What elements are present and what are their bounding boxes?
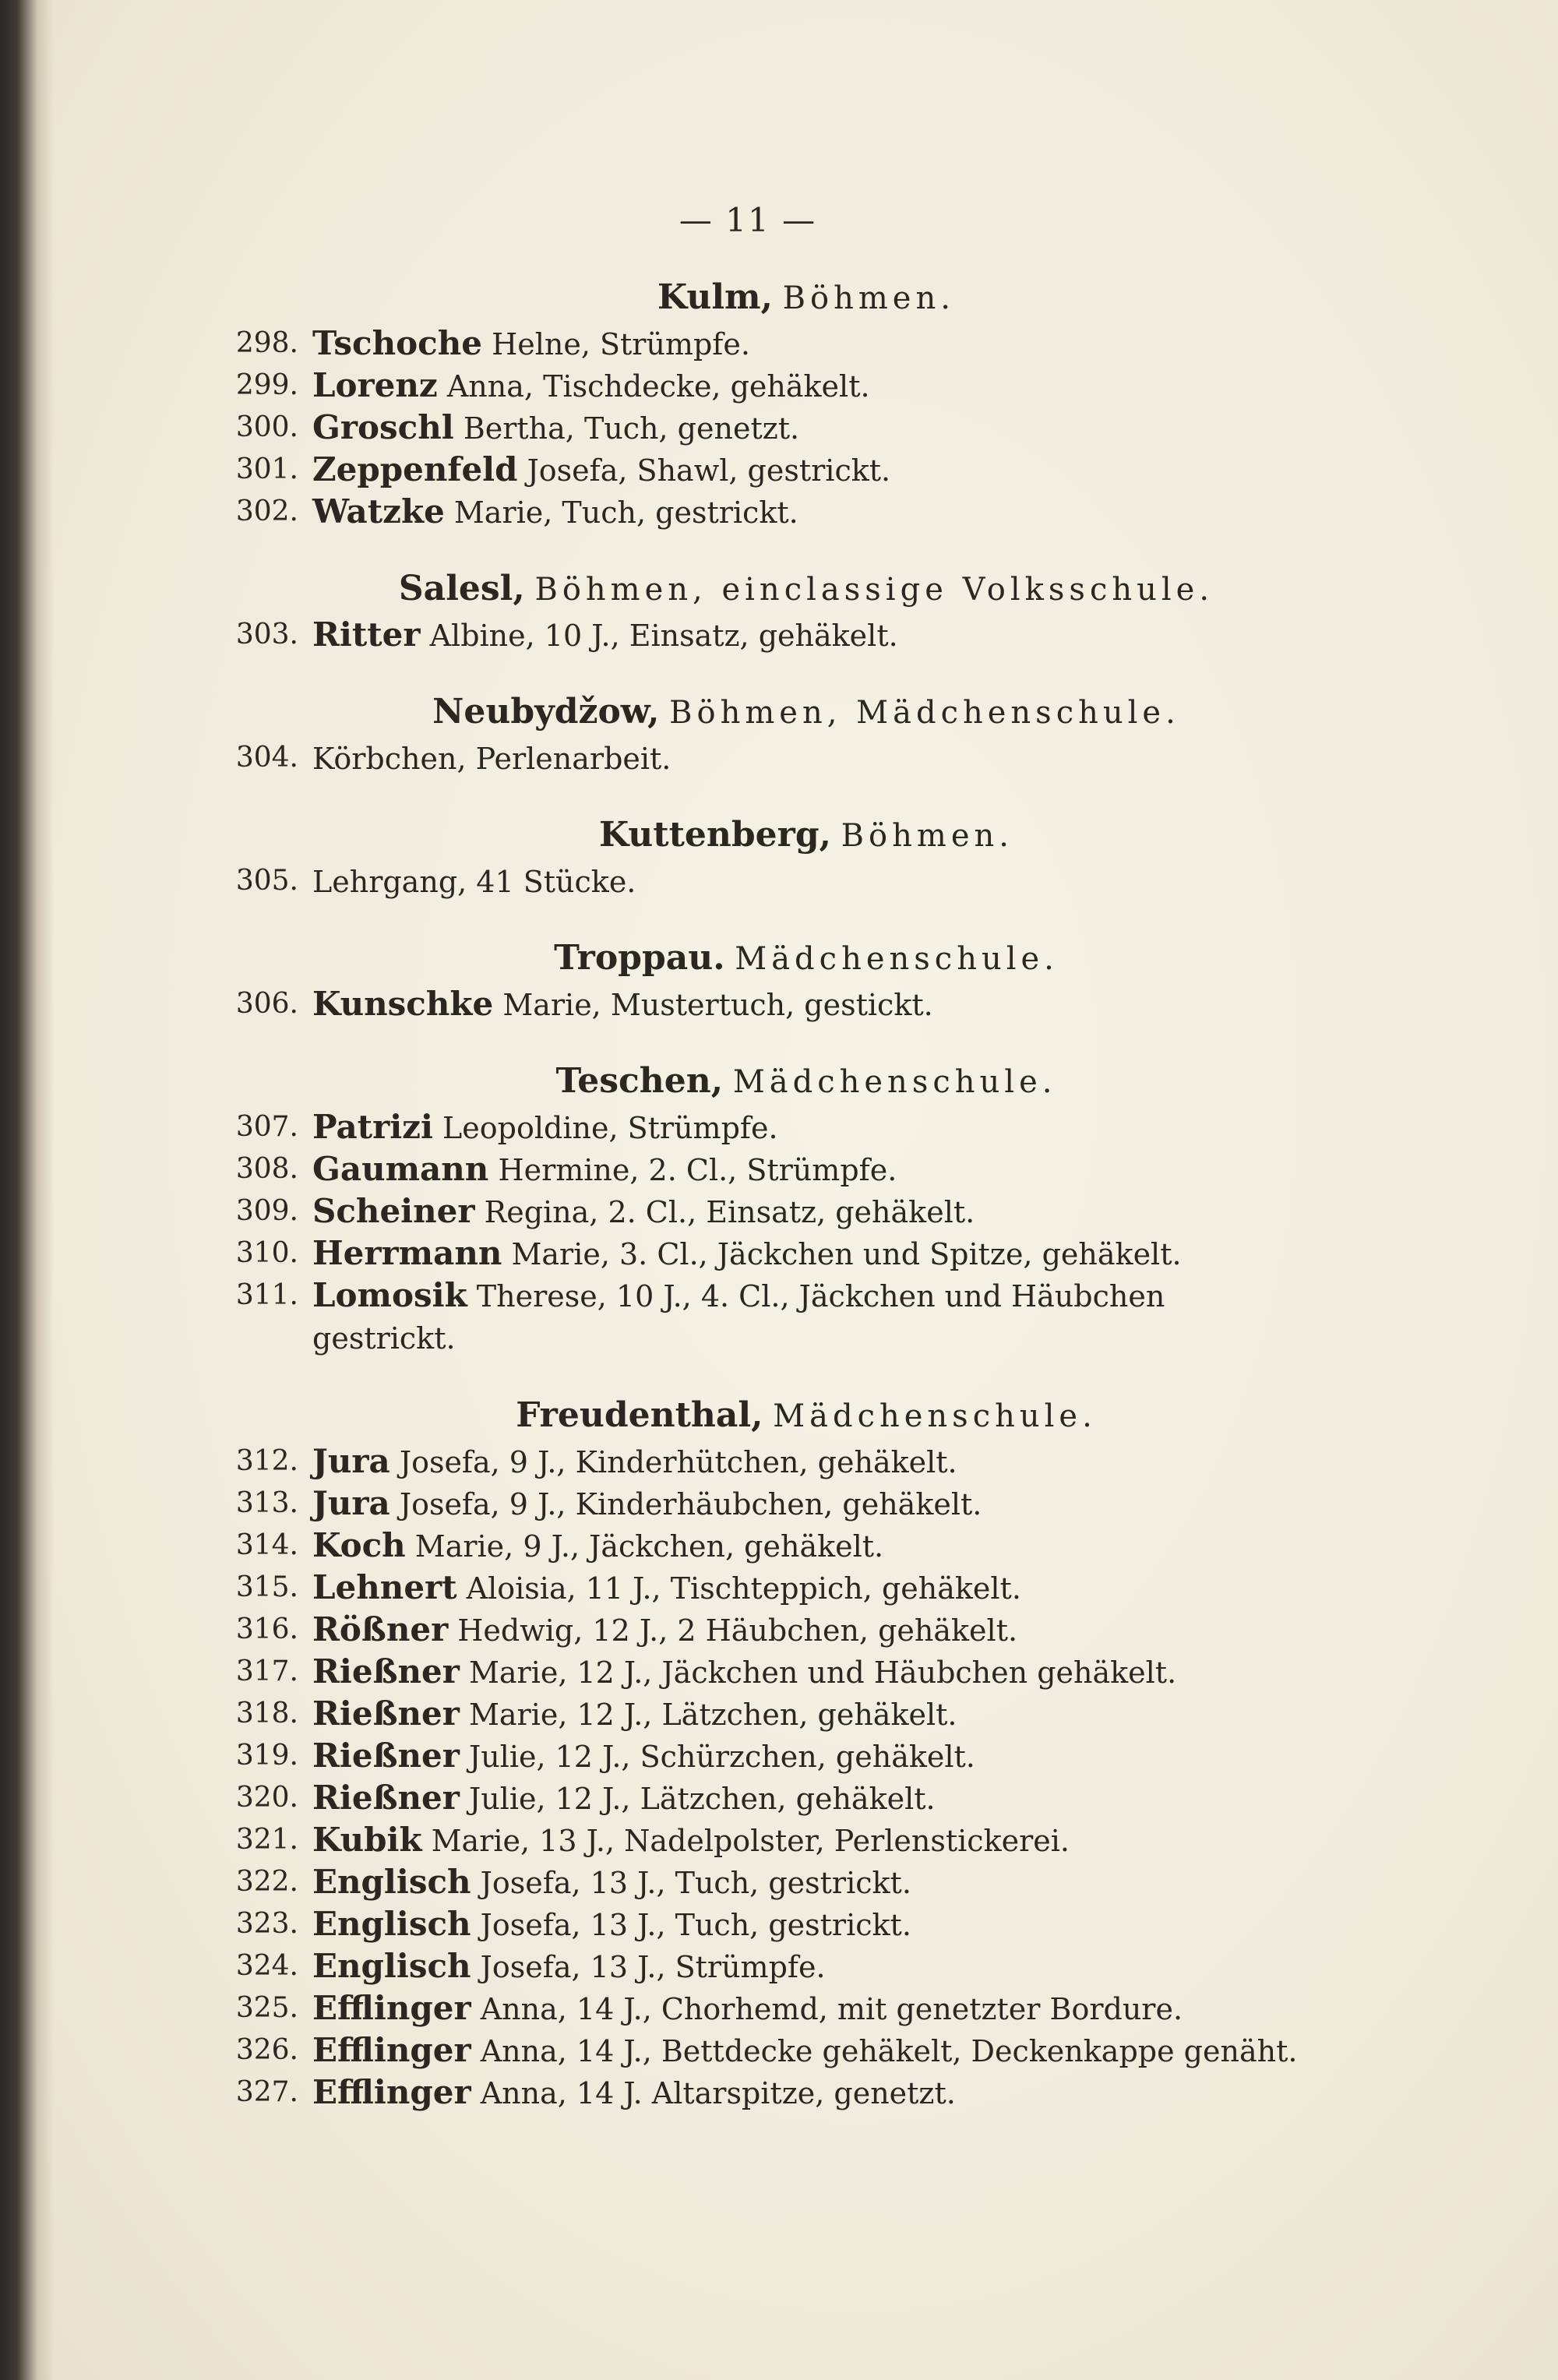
- entry-details: Julie, 12 J., Lätzchen, gehäkelt.: [459, 1782, 936, 1816]
- entry-number: 321.: [235, 1824, 298, 1856]
- entry-text: [312, 1861, 1289, 1903]
- entry-surname: Groschl: [312, 408, 454, 446]
- list-item: [199, 614, 1289, 656]
- list-item: [199, 365, 1289, 407]
- entry-surname: Herrmann: [312, 1234, 502, 1272]
- entry-text: [312, 2029, 1297, 2071]
- entry-text: [312, 2071, 1289, 2114]
- entry-number: 318.: [235, 1698, 298, 1729]
- entry-number: 300.: [235, 411, 298, 443]
- list-item: [199, 449, 1289, 491]
- list-item: [199, 1190, 1289, 1232]
- entry-surname: Koch: [312, 1526, 406, 1564]
- entry-details: Marie, 9 J., Jäckchen, gehäkelt.: [405, 1529, 884, 1564]
- entry-number: 306.: [235, 988, 298, 1020]
- entry-number: 319.: [235, 1740, 298, 1772]
- list-item: [199, 737, 1289, 779]
- entry-number: 317.: [235, 1655, 298, 1687]
- entry-text: [312, 983, 1289, 1025]
- entry-details: Josefa, 9 J., Kinderhäubchen, gehäkelt.: [390, 1487, 982, 1521]
- entry-number: 325.: [235, 1992, 298, 2024]
- entry-surname: Lehnert: [312, 1568, 457, 1606]
- section-freudenthal: [199, 1391, 1298, 2114]
- place-name: Salesl,: [398, 569, 525, 608]
- list-item: [199, 1735, 1289, 1777]
- entry-number: 309.: [235, 1195, 298, 1227]
- entry-number: 326.: [235, 2034, 298, 2066]
- entry-text: [312, 1609, 1289, 1651]
- entry-surname: Kubik: [312, 1821, 422, 1859]
- entry-surname: Efflinger: [312, 2073, 471, 2111]
- entry-details: Marie, 12 J., Lätzchen, gehäkelt.: [459, 1698, 957, 1732]
- list-item: [199, 1567, 1289, 1609]
- entry-number: 310.: [235, 1237, 298, 1269]
- entry-text: [312, 1651, 1289, 1693]
- entry-surname: Kunschke: [312, 985, 494, 1023]
- entry-number: 313.: [235, 1487, 298, 1519]
- entry-surname: Zeppenfeld: [312, 450, 518, 488]
- catalogue-list: [199, 273, 1298, 2114]
- entry-text: [312, 407, 1289, 449]
- entry-details: Marie, Tuch, gestrickt.: [444, 495, 798, 530]
- entry-surname: Englisch: [312, 1947, 471, 1985]
- entry-details: Anna, 14 J., Bettdecke gehäkelt, Deckenkappe genäht.: [471, 2034, 1298, 2068]
- binding-edge-shadow: [0, 0, 55, 2380]
- place-name: Neubydžow,: [432, 692, 660, 732]
- entry-surname: Jura: [312, 1484, 390, 1522]
- entry-details: Anna, 14 J., Chorhemd, mit genetzter Bordure.: [471, 1992, 1183, 2026]
- entry-details: Leopoldine, Strümpfe.: [432, 1111, 778, 1145]
- list-item: [199, 1693, 1289, 1735]
- list-item: [199, 860, 1289, 902]
- list-item: [199, 1777, 1289, 1819]
- entry-number: 298.: [235, 327, 298, 359]
- region-label: Böhmen, einclassige Volksschule.: [534, 572, 1214, 608]
- entry-details: Josefa, 13 J., Tuch, gestrickt.: [471, 1908, 911, 1942]
- entry-number: 311.: [235, 1279, 298, 1311]
- entry-details: Josefa, 13 J., Tuch, gestrickt.: [471, 1866, 911, 1900]
- entry-number: 324.: [235, 1950, 298, 1982]
- list-item: [199, 1819, 1289, 1861]
- place-name: Kuttenberg,: [599, 815, 831, 855]
- entry-surname: Rößner: [312, 1610, 449, 1648]
- entry-text: [312, 323, 1289, 365]
- list-item: [199, 1275, 1289, 1359]
- entry-text: [312, 365, 1289, 407]
- entry-text: [312, 1903, 1289, 1945]
- region-label: Mädchenschule.: [773, 1398, 1097, 1434]
- entry-surname: Efflinger: [312, 1989, 471, 2027]
- list-item: [199, 1232, 1289, 1275]
- entry-surname: Watzke: [312, 492, 445, 531]
- list-item: [199, 1651, 1289, 1693]
- entry-text: [312, 1525, 1289, 1567]
- entry-number: 302.: [235, 495, 298, 527]
- entry-number: 308.: [235, 1153, 298, 1185]
- list-item: [199, 1861, 1289, 1903]
- entry-details: Anna, Tischdecke, gehäkelt.: [437, 369, 870, 404]
- entry-number: 315.: [235, 1571, 298, 1603]
- section-heading: [323, 273, 1289, 323]
- entry-details: Josefa, Shawl, gestrickt.: [517, 453, 891, 488]
- section-neubydzow: [199, 687, 1289, 779]
- list-item: [199, 407, 1289, 449]
- entry-details: Marie, 13 J., Nadelpolster, Perlenstickerei.: [421, 1824, 1070, 1858]
- section-salesl: [199, 564, 1289, 656]
- entry-details: Marie, 12 J., Jäckchen und Häubchen gehäkelt.: [459, 1655, 1177, 1690]
- list-item: [199, 1106, 1289, 1148]
- list-item: [199, 1903, 1289, 1945]
- entry-surname: Rießner: [312, 1652, 460, 1691]
- list-item: [199, 1609, 1289, 1651]
- entry-details: Lehrgang, 41 Stücke.: [312, 865, 636, 899]
- entry-surname: Ritter: [312, 615, 421, 654]
- entry-details: Regina, 2. Cl., Einsatz, gehäkelt.: [474, 1195, 975, 1229]
- entry-details: Julie, 12 J., Schürzchen, gehäkelt.: [459, 1740, 975, 1774]
- entry-text: [312, 1106, 1289, 1148]
- entry-number: 299.: [235, 369, 298, 401]
- entry-number: 314.: [235, 1529, 298, 1561]
- entry-number: 320.: [235, 1782, 298, 1814]
- entry-details: Josefa, 13 J., Strümpfe.: [471, 1950, 826, 1984]
- entry-surname: Rießner: [312, 1737, 460, 1775]
- entry-number: 327.: [235, 2076, 298, 2108]
- entry-text: [312, 1190, 1289, 1232]
- entry-text: [312, 1275, 1289, 1359]
- entry-surname: Gaumann: [312, 1150, 489, 1188]
- entry-number: 323.: [235, 1908, 298, 1940]
- section-troppau: [199, 933, 1289, 1025]
- section-heading: [323, 1391, 1289, 1440]
- region-label: Mädchenschule.: [735, 941, 1059, 977]
- entry-surname: Lorenz: [312, 366, 438, 404]
- entry-details: Helne, Strümpfe.: [482, 327, 750, 361]
- entry-text: [312, 1735, 1289, 1777]
- place-name: Kulm,: [657, 277, 773, 317]
- list-item: [199, 1148, 1289, 1190]
- entry-number: 304.: [235, 742, 298, 774]
- entry-text: [312, 449, 1289, 491]
- entry-text: [312, 737, 1289, 779]
- entry-text: [312, 1819, 1289, 1861]
- entry-surname: Scheiner: [312, 1192, 475, 1230]
- section-heading: [323, 810, 1289, 860]
- list-item: [199, 1987, 1289, 2029]
- list-item: [199, 1525, 1289, 1567]
- section-heading: [323, 564, 1289, 614]
- entry-surname: Rießner: [312, 1694, 460, 1733]
- entry-number: 312.: [235, 1445, 298, 1477]
- region-label: Böhmen, Mädchenschule.: [669, 695, 1180, 731]
- entry-number: 316.: [235, 1613, 298, 1645]
- list-item: [199, 2071, 1289, 2114]
- section-heading: [323, 1056, 1289, 1106]
- place-name: Teschen,: [555, 1061, 724, 1101]
- entry-surname: Efflinger: [312, 2031, 471, 2069]
- entry-surname: Rießner: [312, 1779, 460, 1817]
- section-heading: [323, 933, 1289, 983]
- region-label: Böhmen.: [782, 280, 955, 316]
- entry-number: 307.: [235, 1111, 298, 1143]
- entry-details: Körbchen, Perlenarbeit.: [312, 742, 671, 776]
- entry-number: 322.: [235, 1866, 298, 1898]
- entry-text: [312, 860, 1289, 902]
- entry-number: 301.: [235, 453, 298, 485]
- entry-details: Therese, 10 J., 4. Cl., Jäckchen und Häubchen gestrickt.: [312, 1279, 1165, 1356]
- entry-text: [312, 1232, 1289, 1275]
- list-item: [199, 2029, 1298, 2071]
- entry-details: Bertha, Tuch, genetzt.: [453, 411, 800, 446]
- entry-text: [312, 1945, 1289, 1987]
- list-item: [199, 491, 1289, 533]
- section-kuttenberg: [199, 810, 1289, 902]
- entry-details: Albine, 10 J., Einsatz, gehäkelt.: [420, 619, 898, 653]
- region-label: Böhmen.: [841, 818, 1013, 854]
- section-teschen: [199, 1056, 1289, 1359]
- page-number: — 11 —: [679, 201, 817, 239]
- entry-text: [312, 1567, 1289, 1609]
- list-item: [199, 1483, 1289, 1525]
- place-name: Freudenthal,: [516, 1395, 763, 1435]
- list-item: [199, 1440, 1289, 1483]
- entry-text: [312, 491, 1289, 533]
- entry-text: [312, 1483, 1289, 1525]
- entry-text: [312, 1148, 1289, 1190]
- list-item: [199, 1945, 1289, 1987]
- entry-surname: Englisch: [312, 1905, 471, 1943]
- place-name: Troppau.: [554, 938, 725, 978]
- section-heading: [323, 687, 1289, 737]
- entry-surname: Lomosik: [312, 1276, 467, 1314]
- section-kulm: [199, 273, 1289, 533]
- entry-text: [312, 1440, 1289, 1483]
- entry-details: Hermine, 2. Cl., Strümpfe.: [488, 1153, 897, 1187]
- entry-details: Josefa, 9 J., Kinderhütchen, gehäkelt.: [390, 1445, 957, 1479]
- entry-details: Anna, 14 J. Altarspitze, genetzt.: [471, 2076, 956, 2110]
- entry-number: 303.: [235, 619, 298, 651]
- entry-text: [312, 1693, 1289, 1735]
- entry-details: Marie, Mustertuch, gestickt.: [493, 988, 933, 1022]
- list-item: [199, 983, 1289, 1025]
- entry-surname: Patrizi: [312, 1108, 433, 1146]
- entry-details: Aloisia, 11 J., Tischteppich, gehäkelt.: [456, 1571, 1021, 1606]
- entry-details: Hedwig, 12 J., 2 Häubchen, gehäkelt.: [448, 1613, 1018, 1648]
- entry-details: Marie, 3. Cl., Jäckchen und Spitze, gehäkelt.: [502, 1237, 1182, 1271]
- entry-text: [312, 614, 1289, 656]
- list-item: [199, 323, 1289, 365]
- entry-surname: Tschoche: [312, 324, 482, 362]
- entry-number: 305.: [235, 865, 298, 897]
- entry-text: [312, 1777, 1289, 1819]
- entry-text: [312, 1987, 1289, 2029]
- entry-surname: Jura: [312, 1442, 390, 1480]
- entry-surname: Englisch: [312, 1863, 471, 1901]
- region-label: Mädchenschule.: [732, 1064, 1057, 1100]
